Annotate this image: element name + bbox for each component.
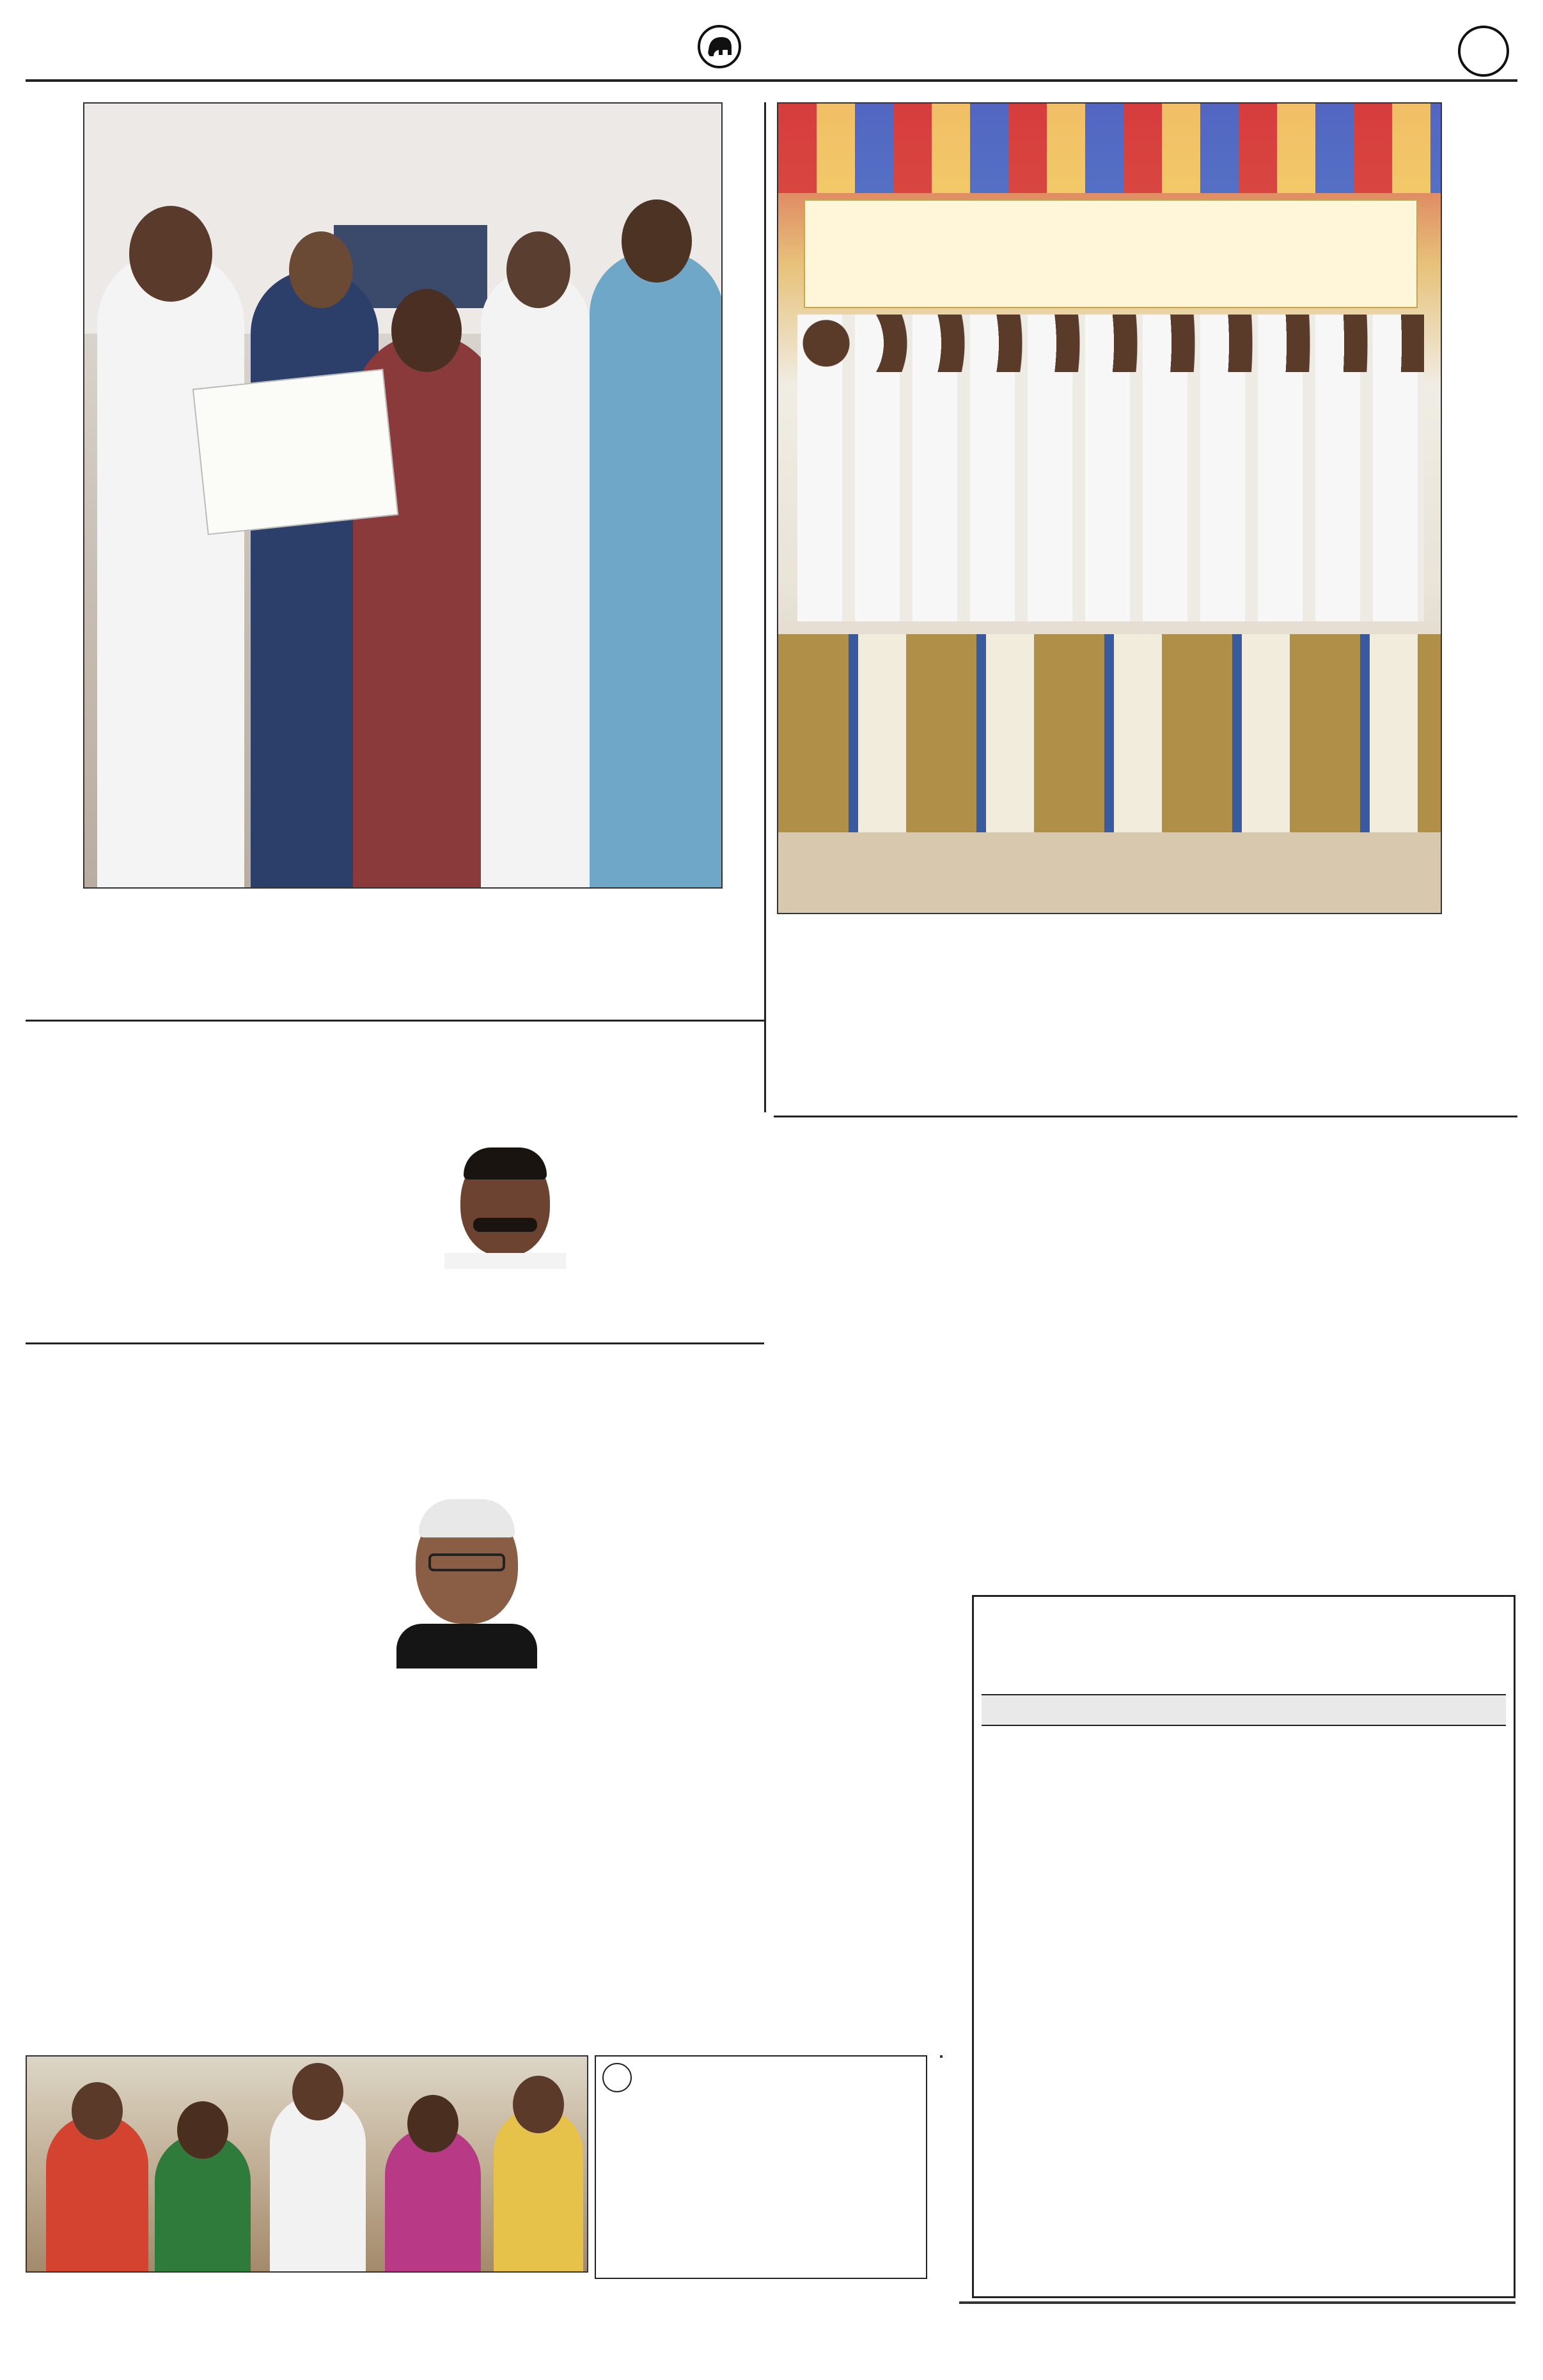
dharapuram-gift-photo	[940, 2055, 943, 2058]
trichy-headline	[978, 1637, 1512, 1688]
cell	[1335, 1836, 1506, 1846]
table-row	[988, 1867, 1506, 1877]
nagai-agenda-item	[425, 1326, 585, 1343]
cell	[1170, 1908, 1335, 1918]
tn-subhead	[217, 1450, 761, 1483]
cell	[988, 1836, 1170, 1846]
tn-col-1	[26, 1450, 205, 2051]
admk-col-2	[934, 1250, 1100, 1582]
cell	[1170, 1846, 1335, 1856]
table-row	[988, 1846, 1506, 1856]
cm-petition-photo	[83, 102, 723, 889]
section-rule	[774, 1116, 1517, 1117]
nagai-col-1	[26, 1100, 256, 1339]
nagai-photo-caption	[425, 1272, 585, 1308]
cell	[1335, 1887, 1506, 1897]
gowthaman-portrait	[425, 1141, 585, 1269]
cell	[988, 1897, 1170, 1908]
masthead	[26, 13, 1517, 83]
tn-col-2	[211, 1489, 377, 2052]
cell	[988, 1856, 1170, 1867]
trichy-closing	[988, 2103, 1506, 2218]
cell	[1170, 1867, 1335, 1877]
admk-col-1	[777, 1250, 927, 1697]
nagai-col-2	[262, 1138, 416, 1339]
tn-col-3	[384, 1675, 550, 2052]
cell	[1335, 1897, 1506, 1908]
cell	[1335, 1846, 1506, 1856]
cell	[988, 1826, 1170, 1836]
cell	[988, 1867, 1170, 1877]
tn-col-4	[556, 1489, 761, 2052]
cell	[1335, 1908, 1506, 1918]
cell	[1170, 1856, 1335, 1867]
trichy-signature-role	[1183, 2249, 1477, 2268]
nagai-headline	[26, 1029, 761, 1087]
trichy-candidates-table	[988, 1816, 1506, 2097]
admk-col-3	[1106, 1250, 1273, 1582]
cell	[988, 1908, 1170, 1918]
function-stage-photo	[777, 102, 1442, 914]
table-header-row	[988, 1816, 1506, 1826]
cell	[988, 1846, 1170, 1856]
veeramani-portrait	[384, 1489, 550, 1668]
cell	[1170, 1836, 1335, 1846]
trichy-subhead-band	[982, 1694, 1506, 1726]
col-header-district-planning	[1170, 1816, 1335, 1826]
gift-handover-photo	[972, 2301, 1516, 2304]
trichy-intro	[988, 1734, 1506, 1810]
table-row	[988, 1908, 1506, 1918]
cell	[1335, 1856, 1506, 1867]
nagai-subhead	[269, 1100, 761, 1132]
trichy-signature-name	[1183, 2225, 1506, 2246]
table-row	[988, 1877, 1506, 1887]
tiruppur-caption	[26, 2283, 927, 2373]
admk-headline	[777, 1151, 1516, 1215]
masthead-rule	[26, 79, 1517, 82]
table-row	[988, 1826, 1506, 1836]
admk-subhead	[870, 1215, 1516, 1245]
table-row	[988, 1887, 1506, 1897]
cell	[1170, 1877, 1335, 1887]
cell	[1170, 1826, 1335, 1836]
page-number-badge	[1458, 26, 1509, 77]
paper-name	[748, 31, 940, 69]
govt-emblem-icon	[602, 2063, 632, 2092]
nagai-col-3	[595, 1138, 761, 1339]
cell	[1170, 1897, 1335, 1908]
admk-col-4	[1279, 1250, 1516, 1582]
cell	[988, 1877, 1170, 1887]
cell	[1170, 1887, 1335, 1897]
trichy-signature-org	[1183, 2271, 1484, 2290]
table-row	[988, 1856, 1506, 1867]
date-line	[26, 31, 409, 69]
trichy-kicker	[985, 1601, 1503, 1633]
table-row	[988, 1836, 1506, 1846]
table-row	[988, 1897, 1506, 1908]
column-divider	[764, 102, 766, 1112]
cell	[1335, 1867, 1506, 1877]
cell	[988, 1887, 1170, 1897]
section-rule	[26, 1020, 764, 1022]
col-header-ward-number	[1335, 1816, 1506, 1826]
tn-headline	[26, 1380, 761, 1443]
admk-kicker	[777, 1119, 1516, 1151]
function-stage-caption	[777, 917, 1442, 1112]
tiruppur-crowd-photo	[26, 2055, 588, 2273]
cell	[1335, 1877, 1506, 1887]
section-rule	[26, 1342, 764, 1344]
col-header-candidate	[988, 1816, 1170, 1826]
tender-notice	[595, 2055, 927, 2279]
cell	[1335, 1826, 1506, 1836]
cm-petition-caption	[83, 892, 723, 1016]
tn-kicker	[26, 1348, 761, 1376]
elephant-logo-icon	[697, 24, 742, 69]
